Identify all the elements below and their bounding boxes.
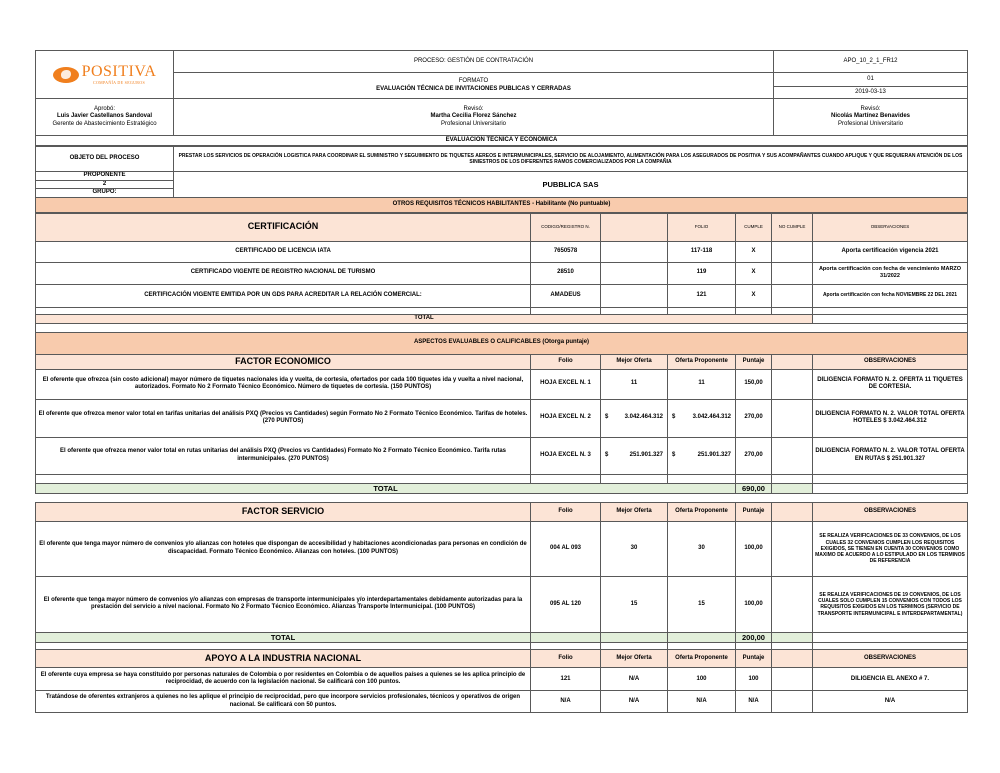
proponent-offer: 11 [668, 369, 736, 399]
document-header [35, 50, 968, 146]
proponent-label: PROPONENTE [36, 172, 174, 181]
criterion-folio: N/A [531, 691, 601, 713]
apoyo-industria-header: APOYO A LA INDUSTRIA NACIONAL [36, 650, 531, 668]
table-row [36, 262, 968, 284]
score: 100,00 [736, 576, 772, 632]
criterion-desc: El oferente que tenga mayor número de convenios y/o alianzas con hoteles que dispongan de accesibilidad y habitaciones acondicionadas para personas en condición de discapacidad. Formato Técnico Económico. Alianzas con hoteles. (100 PUNTOS) [36, 521, 531, 576]
score-header: Puntaje [736, 502, 772, 521]
table-row [36, 399, 968, 437]
habilitantes-table [35, 213, 968, 494]
factor-servicio-header: FACTOR SERVICIO [36, 502, 531, 521]
code-header: CODIGO/REGISTRO N. [531, 213, 601, 241]
format-title-cell [174, 73, 774, 99]
best-offer: 15 [601, 576, 668, 632]
proponent-offer: N/A [668, 691, 736, 713]
criterion-obs: DILIGENCIA EL ANEXO # 7. [813, 668, 968, 691]
score: 100,00 [736, 521, 772, 576]
cert-obs: Aporta certificación con fecha NOVIEMBRE 22 DEL 2021 [813, 284, 968, 307]
cert-obs: Aporta certificación con fecha de vencimiento MARZO 31/2022 [813, 262, 968, 284]
table-row [36, 241, 968, 262]
table-row [36, 437, 968, 474]
document-code: APO_10_2_1_FR12 [774, 51, 968, 73]
proponent-name: PUBBLICA SAS [174, 172, 968, 198]
approved-role: Gerente de Abastecimiento Estratégico [52, 120, 157, 127]
group-label: GRUPO: [36, 189, 174, 198]
criterion-folio: 004 AL 093 [531, 521, 601, 576]
best-offer: $ 3.042.464.312 [601, 399, 668, 437]
proponent-number: 2 [36, 180, 174, 189]
economico-total-label: TOTAL [36, 483, 736, 493]
criterion-folio: HOJA EXCEL N. 3 [531, 437, 601, 474]
approved-name: Luis Javier Castellanos Sandoval [56, 113, 153, 120]
reviewed-by-1 [174, 99, 774, 136]
economico-total: 690,00 [736, 483, 772, 493]
reviewed-by-2 [774, 99, 968, 136]
proponent-offer: 15 [668, 576, 736, 632]
criterion-obs: N/A [813, 691, 968, 713]
criterion-obs: SE REALIZA VERIFICACIONES DE 19 CONVENIOS, DE LOS CUALES SOLO CUMPLEN 15 CONVENIOS CON TODOS LOS REQUISITOS EXIGIDOS EN LOS TERMINOS (SERVICIO DE TRANSPORTE INTERMUNICIPAL E INTERDEPARTAMENTAL) [813, 576, 968, 632]
criterion-folio: 095 AL 120 [531, 576, 601, 632]
calificables-title: ASPECTOS EVALUABLES O CALIFICABLES (Otorga puntaje) [36, 332, 968, 354]
score-header: Puntaje [736, 354, 772, 369]
format-title: EVALUACIÓN TÉCNICA DE INVITACIONES PUBLICAS Y CERRADAS [376, 85, 571, 92]
folio-header: Folio [531, 650, 601, 668]
best-offer: 30 [601, 521, 668, 576]
reviewed1-name: Martha Cecilia Florez Sánchez [430, 113, 517, 120]
observations-header: OBSERVACIONES [813, 213, 968, 241]
table-row [36, 576, 968, 632]
certification-header: CERTIFICACIÓN [36, 213, 531, 241]
criterion-folio: HOJA EXCEL N. 1 [531, 369, 601, 399]
reviewed2-name: Nicolás Martínez Benavides [830, 113, 911, 120]
criterion-obs: DILIGENCIA FORMATO N. 2. VALOR TOTAL OFERTA EN RUTAS $ 251.901.327 [813, 437, 968, 474]
criterion-obs: DILIGENCIA FORMATO N. 2. VALOR TOTAL OFERTA HOTELES $ 3.042.464.312 [813, 399, 968, 437]
factor-economico-header: FACTOR ECONOMICO [36, 354, 531, 369]
criterion-folio: HOJA EXCEL N. 2 [531, 399, 601, 437]
cert-code: 7650578 [531, 241, 601, 262]
criterion-desc: El oferente que tenga mayor número de convenios y/o alianzas con empresas de transporte intermunicipales y/o interdepartamentales debidamente autorizadas para la prestación del servicio a nivel nacional. Formato No 2 Formato Técnico Económico. Alianzas Transporte Intermunicipal. (100 PUNTOS) [36, 576, 531, 632]
folio-header: FOLIO [668, 213, 736, 241]
approved-label: Aprobó: [93, 105, 115, 112]
object-text: PRESTAR LOS SERVICIOS DE OPERACIÓN LOGISTICA PARA COORDINAR EL SUMINISTRO Y SEGUIMIENTO DE TIQUETES AEREOS E INTERMUNICIPALES, SERVICIO DE ALOJAMIENTO, ALIMENTACIÓN PARA LOS ASEGURADOS DE POSITIVA Y SUS ACOMPAÑANTES CUANDO APLIQUE Y QUE REQUIERAN ATENCIÓN DE LOS SINIESTROS DE LOS DIFERENTES RAMOS COMERCIALIZADOS POR LA COMPAÑIA [174, 147, 968, 172]
logo-subtitle: COMPAÑÍA DE SEGUROS [92, 80, 145, 85]
evaluation-sheet [35, 50, 967, 713]
cert-name: CERTIFICADO DE LICENCIA IATA [36, 241, 531, 262]
meets-header: CUMPLE [736, 213, 772, 241]
cert-not-meets [772, 284, 813, 307]
cert-obs: Aporta certificación vigencia 2021 [813, 241, 968, 262]
table-row [36, 691, 968, 713]
score-header: Puntaje [736, 650, 772, 668]
logo-cell [36, 51, 174, 99]
offer-header: Oferta Proponente [668, 502, 736, 521]
cert-code: 28510 [531, 262, 601, 284]
approved-by [36, 99, 174, 136]
folio-header: Folio [531, 502, 601, 521]
servicio-total: 200,00 [736, 632, 772, 642]
offer-header: Oferta Proponente [668, 650, 736, 668]
score: 150,00 [736, 369, 772, 399]
cert-meets: X [736, 241, 772, 262]
reviewed2-label: Revisó: [860, 105, 881, 112]
format-label: FORMATO [458, 78, 489, 84]
logo-mark-icon [53, 67, 79, 83]
criterion-obs: SE REALIZA VERIFICACIONES DE 33 CONVENIOS, DE LOS CUALES 32 CONVENIOS CUMPLEN LOS REQUISITOS EXIGIDOS, SE TIENEN EN CUENTA 30 CONVENIOS COMO MAXIMO DE ACUERDO A LO ESTIPULADO EN LOS TERMINOS DE REFERENCIA [813, 521, 968, 576]
reviewed1-role: Profesional Universitario [440, 120, 507, 127]
table-row [36, 668, 968, 691]
not-meets-header: NO CUMPLE [772, 213, 813, 241]
cert-not-meets [772, 262, 813, 284]
offer-header: Oferta Proponente [668, 354, 736, 369]
table-row [36, 369, 968, 399]
habilitantes-total-label: TOTAL [36, 314, 813, 323]
cert-folio: 121 [668, 284, 736, 307]
cert-name: CERTIFICADO VIGENTE DE REGISTRO NACIONAL DE TURISMO [36, 262, 531, 284]
best-offer-header: Mejor Oferta [601, 502, 668, 521]
reviewed1-label: Revisó: [463, 105, 484, 112]
cert-code: AMADEUS [531, 284, 601, 307]
proponent-offer: 100 [668, 668, 736, 691]
observations-header: OBSERVACIONES [813, 354, 968, 369]
criterion-desc: El oferente que ofrezca menor valor total en rutas unitarias del análisis PXQ (Precios vs Cantidades) Formato No 2 Formato Técnico Económico. Tarifa rutas intermunicipales. (270 PUNTOS) [36, 437, 531, 474]
folio-header: Folio [531, 354, 601, 369]
proponent-offer: $ 3.042.464.312 [668, 399, 736, 437]
observations-header: OBSERVACIONES [813, 502, 968, 521]
score: 100 [736, 668, 772, 691]
factor-servicio-table [35, 502, 968, 713]
document-date: 2019-03-13 [774, 87, 968, 99]
evaluation-title: EVALUACIÓN TÉCNICA Y ECONÓMICA [36, 136, 968, 146]
best-offer: N/A [601, 691, 668, 713]
cert-meets: X [736, 262, 772, 284]
cert-folio: 117-118 [668, 241, 736, 262]
cert-meets: X [736, 284, 772, 307]
best-offer-header: Mejor Oferta [601, 354, 668, 369]
score: N/A [736, 691, 772, 713]
positiva-logo [38, 64, 171, 85]
document-version: 01 [774, 73, 968, 87]
criterion-obs: DILIGENCIA FORMATO N. 2. OFERTA 11 TIQUETES DE CORTESIA. [813, 369, 968, 399]
best-offer: $ 251.901.327 [601, 437, 668, 474]
object-label: OBJETO DEL PROCESO [36, 147, 174, 172]
cert-not-meets [772, 241, 813, 262]
proponent-offer: 30 [668, 521, 736, 576]
observations-header: OBSERVACIONES [813, 650, 968, 668]
criterion-desc: El oferente que ofrezca menor valor total en tarifas unitarias del análisis PXQ (Precios vs Cantidades) según Formato No 2 Formato Técnico Económico. Tarifas de hoteles. (270 PUNTOS) [36, 399, 531, 437]
proponent-offer: $ 251.901.327 [668, 437, 736, 474]
cert-folio: 119 [668, 262, 736, 284]
table-row [36, 521, 968, 576]
table-row [36, 284, 968, 307]
process-name: PROCESO: GESTIÓN DE CONTRATACIÓN [174, 51, 774, 73]
logo-name: POSITIVA [81, 63, 157, 80]
blank-header [601, 213, 668, 241]
criterion-desc: El oferente que ofrezca (sin costo adicional) mayor número de tiquetes nacionales ida y vuelta, de cortesia, ofertados por cada 100 tiquetes ida y vuelta a nivel nacional, autorizados. Formato No 2 Formato Técnico Económico. Número de tiquetes de cortesia. (150 PUNTOS) [36, 369, 531, 399]
criterion-folio: 121 [531, 668, 601, 691]
process-info [35, 146, 968, 213]
best-offer: 11 [601, 369, 668, 399]
servicio-total-label: TOTAL [36, 632, 531, 642]
best-offer: N/A [601, 668, 668, 691]
best-offer-header: Mejor Oferta [601, 650, 668, 668]
cert-name: CERTIFICACIÓN VIGENTE EMITIDA POR UN GDS PARA ACREDITAR LA RELACIÓN COMERCIAL: [36, 284, 531, 307]
criterion-desc: El oferente cuya empresa se haya constituido por personas naturales de Colombia o por residentes en Colombia o de aquellos países a quienes se les aplica principio de reciprocidad, de acuerdo con la legislación nacional. Se calificará con 100 puntos. [36, 668, 531, 691]
score: 270,00 [736, 399, 772, 437]
habilitantes-title: OTROS REQUISITOS TÉCNICOS HABILITANTES - Habilitante (No puntuable) [36, 197, 968, 212]
score: 270,00 [736, 437, 772, 474]
criterion-desc: Tratándose de oferentes extranjeros a quienes no les aplique el principio de reciprocidad, pero que incorpore servicios profesionales, técnicos y operativos de origen nacional. Se calificará con 50 puntos. [36, 691, 531, 713]
reviewed2-role: Profesional Universitario [837, 120, 904, 127]
